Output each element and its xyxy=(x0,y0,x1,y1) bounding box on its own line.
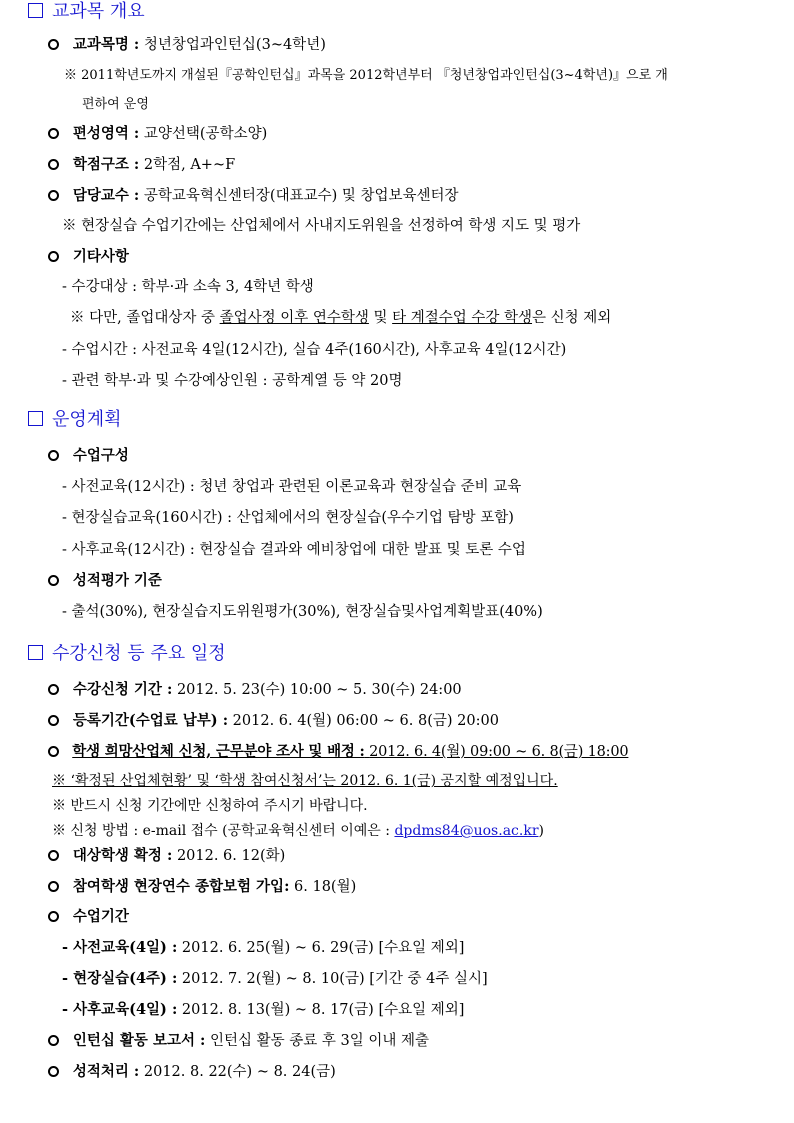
circle-bullet-icon xyxy=(48,684,59,695)
etc-hours: - 수업시간 : 사전교육 4일(12시간), 실습 4주(160시간), 사후교육 4일(12시간) xyxy=(62,342,567,358)
etc-target: - 수강대상 : 학부·과 소속 3, 4학년 학생 xyxy=(62,279,314,295)
etc-related: - 관련 학부·과 및 수강예상인원 : 공학계열 등 약 20명 xyxy=(62,373,403,389)
professor-item: 담당교수 : 공학교육혁신센터장(대표교수) 및 창업보육센터장 xyxy=(48,186,459,206)
circle-bullet-icon xyxy=(48,190,59,201)
section-heading-overview: 교과목 개요 xyxy=(28,0,145,24)
insurance-item: 참여학생 현장연수 종합보험 가입: 6. 18(월) xyxy=(48,877,356,897)
circle-bullet-icon xyxy=(48,715,59,726)
register-item: 등록기간(수업료 납부) : 2012. 6. 4(월) 06:00 ~ 6. 8(금) 20:00 xyxy=(48,711,499,731)
professor-note: ※ 현장실습 수업기간에는 산업체에서 사내지도위원을 선정하여 학생 지도 및 평가 xyxy=(62,218,581,234)
circle-bullet-icon xyxy=(48,128,59,139)
structure-item: 수업구성 xyxy=(48,446,129,466)
plan-post: - 사후교육(12시간) : 현장실습 결과와 예비창업에 대한 발표 및 토론 수업 xyxy=(62,542,526,558)
section-heading-plan: 운영계획 xyxy=(28,408,122,432)
report-item: 인턴십 활동 보고서 : 인턴십 활동 종료 후 3일 이내 제출 xyxy=(48,1031,429,1051)
credit-item: 학점구조 : 2학점, A+~F xyxy=(48,155,235,175)
circle-bullet-icon xyxy=(48,575,59,586)
circle-bullet-icon xyxy=(48,159,59,170)
match-item: 학생 희망산업체 신청, 근무분야 조사 및 배정 : 2012. 6. 4(월) 09:00 ~ 6. 8(금) 18:00 xyxy=(48,742,628,762)
etc-note: ※ 다만, 졸업대상자 중 졸업사정 이후 연수학생 및 타 계절수업 수강 학생은 신청 제외 xyxy=(70,310,612,326)
note-curriculum-change-cont: 편하여 운영 xyxy=(82,97,149,112)
area-item: 편성영역 : 교양선택(공학소양) xyxy=(48,124,267,144)
plan-pre: - 사전교육(12시간) : 청년 창업과 관련된 이론교육과 현장실습 준비 교육 xyxy=(62,479,522,495)
circle-bullet-icon xyxy=(48,911,59,922)
section-heading-schedule: 수강신청 등 주요 일정 xyxy=(28,642,226,666)
period-pre: - 사전교육(4일) : 2012. 6. 25(월) ~ 6. 29(금) [수요일 제외] xyxy=(62,939,465,956)
checkbox-square-icon xyxy=(28,645,43,660)
checkbox-square-icon xyxy=(28,3,43,18)
confirm-item: 대상학생 확정 : 2012. 6. 12(화) xyxy=(48,846,285,866)
circle-bullet-icon xyxy=(48,450,59,461)
period-field: - 현장실습(4주) : 2012. 7. 2(월) ~ 8. 10(금) [기간 중 4주 실시] xyxy=(62,970,488,987)
circle-bullet-icon xyxy=(48,251,59,262)
plan-field: - 현장실습교육(160시간) : 산업체에서의 현장실습(우수기업 탐방 포함) xyxy=(62,510,514,526)
circle-bullet-icon xyxy=(48,39,59,50)
schedule-note-c: ※ 신청 방법 : e-mail 접수 (공학교육혁신센터 이예은 : dpdms84@uos.ac.kr) xyxy=(52,823,544,839)
circle-bullet-icon xyxy=(48,1035,59,1046)
schedule-note-a: ※ ‘확정된 산업체현황’ 및 ‘학생 참여신청서’는 2012. 6. 1(금) 공지할 예정입니다. xyxy=(52,773,558,789)
period-post: - 사후교육(4일) : 2012. 8. 13(월) ~ 8. 17(금) [수요일 제외] xyxy=(62,1001,465,1018)
circle-bullet-icon xyxy=(48,881,59,892)
apply-item: 수강신청 기간 : 2012. 5. 23(수) 10:00 ~ 5. 30(수) 24:00 xyxy=(48,680,462,700)
schedule-note-b: ※ 반드시 신청 기간에만 신청하여 주시기 바랍니다. xyxy=(52,798,368,814)
email-link[interactable]: dpdms84@uos.ac.kr xyxy=(394,823,539,839)
note-curriculum-change: ※ 2011학년도까지 개설된『공학인턴십』과목을 2012학년부터 『청년창업과인턴십(3~4학년)』으로 개 xyxy=(64,68,668,83)
circle-bullet-icon xyxy=(48,746,59,757)
circle-bullet-icon xyxy=(48,850,59,861)
period-item: 수업기간 xyxy=(48,907,129,927)
grade-item: 성적처리 : 2012. 8. 22(수) ~ 8. 24(금) xyxy=(48,1062,336,1082)
circle-bullet-icon xyxy=(48,1066,59,1077)
course-name-item: 교과목명 : 청년창업과인턴십(3~4학년) xyxy=(48,35,326,55)
plan-grading: - 출석(30%), 현장실습지도위원평가(30%), 현장실습및사업계획발표(40%) xyxy=(62,604,543,620)
checkbox-square-icon xyxy=(28,411,43,426)
etc-item: 기타사항 xyxy=(48,247,129,267)
grading-item: 성적평가 기준 xyxy=(48,571,162,591)
